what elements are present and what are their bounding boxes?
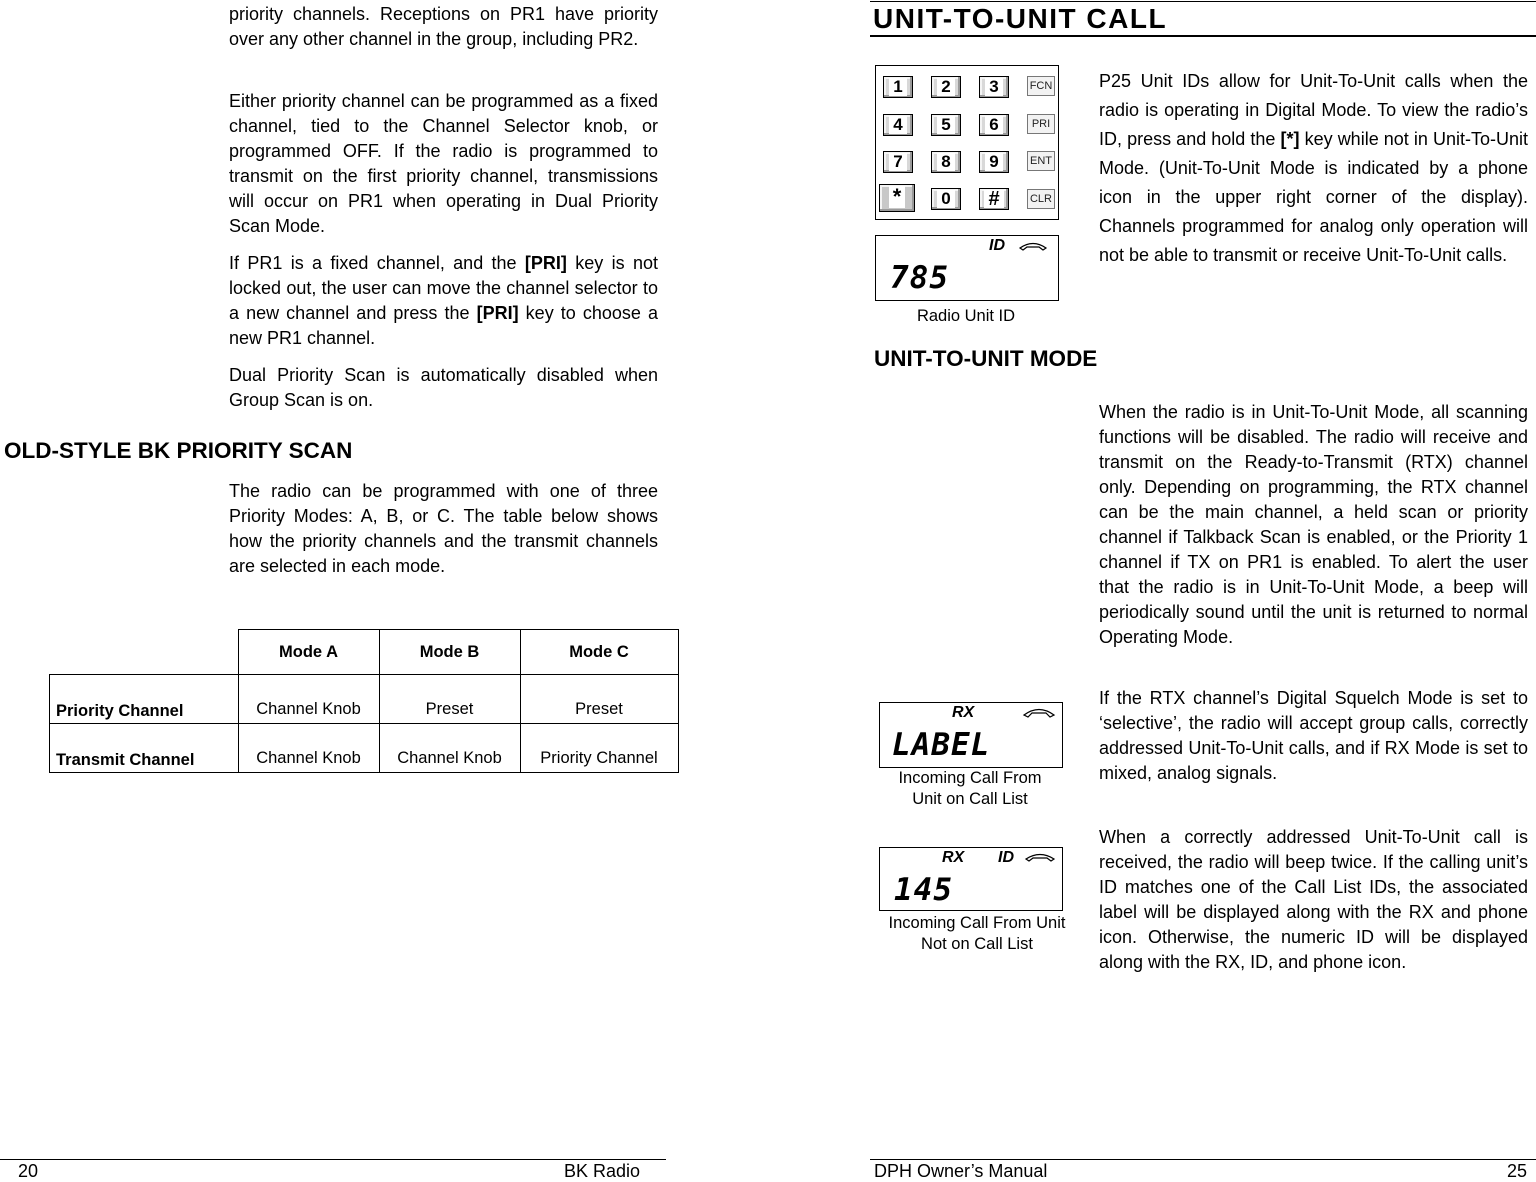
mode-paragraph-1: When the radio is in Unit-To-Unit Mode, all scanning functions will be disabled. The radio will receive and transmit on the Ready-to-Transmit (RTX) channel only. Depending on programming, the RTX channel can be the main channel, a held scan or priority channel if Talkback Scan is enabled, or the Priority 1 channel if TX on PR1 is enabled. To alert the user that the radio is in Unit-To-Unit Mode, a beep will periodically sound until the unit is returned to normal Operating Mode. — [1099, 402, 1528, 647]
page-title: UNIT-TO-UNIT CALL — [873, 3, 1168, 34]
caller-label-text: LABEL — [892, 727, 991, 763]
table-cell: Channel Knob — [238, 724, 379, 773]
key-7: 7 — [883, 151, 913, 173]
left-paragraph-1: priority channels. Receptions on PR1 have priority over any other channel in the group, including PR2. — [229, 4, 658, 49]
row-label-transmit-channel: Transmit Channel — [50, 724, 239, 773]
unit-id-digits: 785 — [890, 260, 949, 296]
radio-unit-id-caption: Radio Unit ID — [916, 307, 1016, 325]
key-star: * — [879, 184, 915, 212]
priority-modes-table — [49, 629, 679, 773]
radio-unit-id-display — [875, 235, 1059, 301]
table-cell: Preset — [520, 675, 678, 724]
key-8: 8 — [931, 151, 961, 173]
left-footer-title: BK Radio — [564, 1161, 641, 1181]
left-paragraph-4: Dual Priority Scan is automatically disabled when Group Scan is on. — [229, 365, 658, 410]
key-5: 5 — [931, 114, 961, 136]
table-row — [50, 675, 679, 724]
rx-annunciator: RX — [942, 849, 965, 866]
id-annunciator: ID — [989, 237, 1005, 254]
phone-icon — [1018, 240, 1048, 252]
key-3: 3 — [979, 76, 1009, 98]
key-0: 0 — [931, 188, 961, 210]
table-row — [50, 724, 679, 773]
section-heading-unit-to-unit-mode: UNIT-TO-UNIT MODE — [874, 346, 1098, 371]
phone-icon — [1020, 704, 1058, 720]
right-footer-rule — [870, 1159, 1536, 1160]
key-pri: PRI — [1027, 114, 1055, 134]
rx-annunciator: RX — [952, 704, 975, 721]
table-cell: Preset — [379, 675, 520, 724]
row-label-priority-channel: Priority Channel — [50, 675, 239, 724]
key-clr: CLR — [1027, 189, 1055, 209]
table-cell: Channel Knob — [379, 724, 520, 773]
caller-id-digits: 145 — [894, 872, 953, 908]
key-hash: # — [979, 188, 1009, 210]
key-9: 9 — [979, 151, 1009, 173]
column-header-mode-b: Mode B — [379, 630, 520, 675]
left-paragraph-3: If PR1 is a fixed channel, and the [PRI] key is not locked out, the user can move the channel selector to a new channel and press the [PRI] key to choose a new PR1 channel. — [229, 253, 658, 348]
title-bottom-rule — [870, 35, 1536, 37]
caption-line: Not on Call List — [921, 935, 1033, 953]
column-header-mode-a: Mode A — [238, 630, 379, 675]
left-footer-rule — [0, 1159, 666, 1160]
key-ent: ENT — [1027, 151, 1055, 171]
left-paragraph-2: Either priority channel can be programmed as a fixed channel, tied to the Channel Selector knob, or programmed OFF. If the radio is programmed to transmit on the first priority channel, transmissions will occur on PR1 when operating in Dual Priority Scan Mode. — [229, 91, 658, 236]
id-annunciator: ID — [998, 849, 1014, 866]
table-corner-cell — [50, 630, 239, 675]
left-section-paragraph: The radio can be programmed with one of three Priority Modes: A, B, or C. The table below shows how the priority channels and the transmit channels are selected in each mode. — [229, 481, 658, 576]
left-footer-page-number: 20 — [18, 1161, 39, 1181]
incoming-call-id-caption — [870, 913, 1084, 955]
column-header-mode-c: Mode C — [520, 630, 678, 675]
key-fcn: FCN — [1027, 76, 1055, 96]
title-top-rule — [870, 1, 1536, 2]
incoming-call-label-display — [879, 702, 1063, 768]
key-4: 4 — [883, 114, 913, 136]
phone-icon — [1024, 851, 1056, 863]
right-footer-title: DPH Owner’s Manual — [874, 1161, 1048, 1181]
key-2: 2 — [931, 76, 961, 98]
right-footer-page-number: 25 — [1507, 1161, 1528, 1181]
key-1: 1 — [883, 76, 913, 98]
caption-line: Unit on Call List — [912, 790, 1028, 808]
keypad-illustration — [875, 65, 1059, 220]
incoming-call-id-display — [879, 847, 1063, 911]
mode-paragraph-3: When a correctly addressed Unit-To-Unit call is received, the radio will beep twice. If the calling unit’s ID matches one of the Call List IDs, the associated label will be displayed along with the RX and phone icon. Otherwise, the numeric ID will be displayed along with the RX, ID, and phone icon. — [1099, 827, 1528, 972]
section-heading-old-style: OLD-STYLE BK PRIORITY SCAN — [4, 438, 353, 463]
mode-paragraph-2: If the RTX channel’s Digital Squelch Mode is set to ‘selective’, the radio will accept group calls, correctly addressed Unit-To-Unit calls, and if RX Mode is set to mixed, analog signals. — [1099, 688, 1528, 783]
incoming-call-label-caption — [879, 768, 1061, 810]
intro-paragraph: P25 Unit IDs allow for Unit-To-Unit calls when the radio is operating in Digital Mode. To view the radio’s ID, press and hold the [*] key while not in Unit-To-Unit Mode. (Unit-To-Unit Mode is indicated by a phone icon in the upper right corner of the display). Channels programmed for analog only operation will not be able to transmit or receive Unit-To-Unit calls. — [1099, 71, 1528, 265]
key-6: 6 — [979, 114, 1009, 136]
table-cell: Channel Knob — [238, 675, 379, 724]
caption-line: Incoming Call From Unit — [888, 914, 1066, 932]
table-header-row — [50, 630, 679, 675]
table-cell: Priority Channel — [520, 724, 678, 773]
caption-line: Incoming Call From — [898, 769, 1042, 787]
